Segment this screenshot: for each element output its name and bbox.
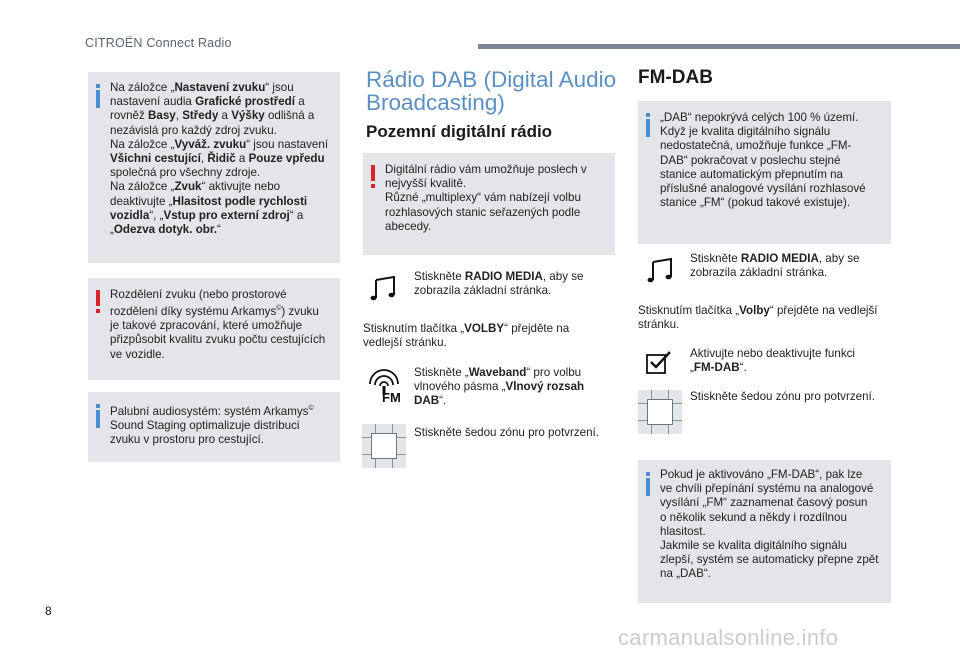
watermark: carmanualsonline.info (618, 625, 839, 650)
info-box-sound-settings: Na záložce „Nastavení zvuku“ jsou nastavení audia Grafické prostředí a rovněž Basy, Středy a Výšky odlišná a nezávislá pro každý zdroj zvuku. Na záložce „Vyváž. zvuku“ jsou nastavení Všichni cestující, Řidič a Pouze vpředu společná pro všechny zdroje. Na záložce „Zvuk“ aktivujte nebo deaktivujte „Hlasitost podle rychlosti vozidla“, „Vstup pro externí zdroj“ a „Odezva dotyk. obr.“ (88, 72, 340, 263)
info-box-fm-dab-switch: Pokud je aktivováno „FM-DAB“, pak lze ve chvíli přepínání systému na analogové vysílání „FM“ zaznamenat časový posun o několik sekund a někdy i rozdílnou hlasitost. Jakmile se kvalita digitálního signálu zlepší, systém se automaticky přepne zpět na „DAB“. (638, 460, 891, 603)
step-toggle-fm-dab: Aktivujte nebo deaktivujte funkci „FM-DAB“. (690, 347, 855, 375)
step-waveband: Stiskněte „Waveband“ pro volbu vlnového pásma „Vlnový rozsah DAB“. (414, 366, 585, 408)
fm-dab-heading: FM-DAB (638, 67, 713, 88)
step-options: Stisknutím tlačítka „Volby“ přejděte na vedlejší stránku. (638, 304, 878, 332)
header-bar (478, 44, 960, 49)
confirm-zone-icon (638, 390, 682, 434)
waveband-fm-icon: FM (366, 368, 406, 406)
step-radio-media: Stiskněte RADIO MEDIA, aby se zobrazila základní stránka. (414, 270, 584, 298)
warning-icon (94, 290, 103, 314)
music-note-icon (370, 276, 398, 302)
info-icon (94, 404, 103, 428)
step-confirm: Stiskněte šedou zónu pro potvrzení. (690, 390, 875, 403)
page-number: 8 (45, 604, 52, 618)
running-header: CITROËN Connect Radio (85, 36, 232, 50)
music-note-icon (647, 258, 675, 284)
confirm-zone-icon (362, 424, 406, 468)
checkbox-checked-icon (646, 350, 672, 374)
step-radio-media: Stiskněte RADIO MEDIA, aby se zobrazila základní stránka. (690, 252, 860, 280)
warning-icon (369, 165, 378, 189)
step-confirm: Stiskněte šedou zónu pro potvrzení. (414, 426, 599, 439)
info-icon (644, 113, 653, 137)
warning-box-sound-distribution: Rozdělení zvuku (nebo prostorové rozdělení díky systému Arkamys©) zvuku je takové zpracování, které umožňuje přizpůsobit kvalitu zvuku počtu cestujících ve vozidle. (88, 278, 340, 380)
section-heading: Pozemní digitální rádio (366, 122, 553, 141)
section-title: Rádio DAB (Digital Audio Broadcasting) (366, 67, 617, 115)
info-icon (94, 84, 103, 108)
info-icon (644, 472, 653, 496)
info-box-arkamys: Palubní audiosystém: systém Arkamys© Sound Staging optimalizuje distribuci zvuku v prostoru pro cestující. (88, 392, 340, 462)
info-box-dab-coverage: „DAB“ nepokrývá celých 100 % území. Když je kvalita digitálního signálu nedostatečná, umožňuje funkce „FM- DAB“ pokračovat v poslechu stejné stanice automatickým přepnutím na příslušné analogové vysílání rozhlasové stanice „FM“ (pokud takové existuje). (638, 101, 891, 244)
step-options: Stisknutím tlačítka „VOLBY“ přejděte na vedlejší stránku. (363, 322, 570, 350)
warning-box-digital-radio: Digitální rádio vám umožňuje poslech v nejvyšší kvalitě. Různé „multiplexy“ vám nabízejí volbu rozhlasových stanic seřazených podle abecedy. (363, 153, 615, 255)
